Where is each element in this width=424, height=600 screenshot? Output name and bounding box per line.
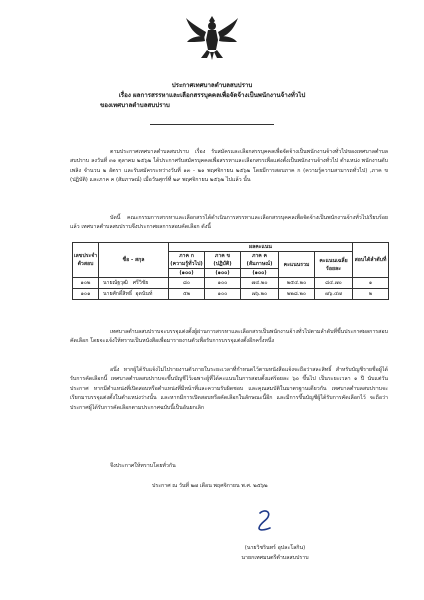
cell-part-b: ๑๐๐ bbox=[205, 289, 241, 300]
header-total: คะแนนรวม bbox=[279, 252, 315, 278]
cell-name: นายศักดิ์สิทธิ์ อุดนันท์ bbox=[99, 289, 169, 300]
cell-exam-id: ๑๐๒ bbox=[73, 278, 99, 289]
header-part-a: ภาค ก (ความรู้ทั่วไป) bbox=[170, 253, 203, 267]
garuda-emblem-icon bbox=[184, 12, 240, 62]
signer-name: (นายวิชรินทร์ อุปละโลกิน) bbox=[244, 545, 306, 551]
paragraph-announce: จึงประกาศให้ทราบโดยทั่วกัน bbox=[110, 463, 176, 469]
header-part-b: ภาค ข (ปฏิบัติ) bbox=[205, 252, 241, 269]
cell-rank: ๒ bbox=[353, 289, 389, 300]
max-part-a: (๑๐๐) bbox=[169, 269, 205, 278]
cell-average: ๗๖.๔๗ bbox=[315, 289, 353, 300]
header-average: คะแนนเฉลี่ยร้อยละ bbox=[315, 252, 353, 278]
signature-block bbox=[200, 508, 350, 588]
cell-total: ๒๒๘.๒๐ bbox=[279, 289, 315, 300]
document-subject bbox=[0, 92, 424, 100]
results-table bbox=[72, 242, 389, 300]
max-part-c: (๑๐๐) bbox=[241, 269, 279, 278]
paragraph-result: บัดนี้ คณะกรรมการสรรหาและเลือกสรรได้ดำเนินการสรรหาและเลือกสรรบุคคลเพื่อจัดจ้างเป็นพนักงานจ้างทั่วไปเรียบร้อยแล้ว เทศบาลตำบลสบปราบจึงประกาศผลการสอบคัดเลือก ดังนี้ bbox=[70, 215, 388, 231]
cell-average: ๘๔.๗๐ bbox=[315, 278, 353, 289]
table-row bbox=[73, 289, 389, 300]
header-score: ผลคะแนน bbox=[169, 243, 353, 252]
subject-label: เรื่อง bbox=[118, 92, 131, 99]
header-rank: สอบได้ลำดับที่ bbox=[353, 243, 389, 278]
subject-text: ผลการสรรหาและเลือกสรรบุคคลเพื่อจัดจ้างเป็นพนักงานจ้างทั่วไป bbox=[133, 92, 306, 99]
cell-exam-id: ๑๐๑ bbox=[73, 289, 99, 300]
document-title: ประกาศเทศบาลตำบลสบปราบ bbox=[171, 82, 253, 89]
header-name: ชื่อ - สกุล bbox=[99, 243, 169, 278]
cell-part-a: ๘๐ bbox=[169, 278, 205, 289]
cell-part-a: ๕๒ bbox=[169, 289, 205, 300]
cell-rank: ๑ bbox=[353, 278, 389, 289]
paragraph-notice: อนึ่ง หากผู้ได้รับแจ้งไม่ไปรายงานตัวภายในระยะเวลาที่กำหนดไว้ตามหนังสือแจ้งจะถือว่าสละสิทธิ์ สำหรับบัญชีรายชื่อผู้ได้รับการคัดเลือกนี้ เทศบาลตำบลสบปราบจะขึ้นบัญชีไว้เฉพาะผู้ที่ได้คะแนนในการสอบตั้งแต่ร้อยละ ๖๐ ขึ้นไป เป็นระยะเวลา ๑ ปี นับแต่วันประกาศ หากมีตำแหน่งที่เปิดสอบหรือตำแหน่งที่มีหน้าที่และความรับผิดชอบ และคุณสมบัติในมาตรฐานเดียวกัน เทศบาลตำบลสบปราบจะเรียกมาบรรจุแต่งตั้งในตำแหน่งว่างนั้น และหากมีการเปิดสอบหรือคัดเลือกในลักษณะนี้อีก และมีการขึ้นบัญชีผู้ได้รับการคัดเลือกไว้ จะถือว่าประกาศผู้ได้รับการคัดเลือกตามประกาศฉบับนี้เป็นอันยกเลิก bbox=[70, 367, 388, 411]
paragraph-appointment: เทศบาลตำบลสบปราบจะบรรจุแต่งตั้งผู้ผ่านการสรรหาและเลือกสรรเป็นพนักงานจ้างทั่วไปตามลำดับที่ขึ้นประกาศผลการสอบคัดเลือก โดยจะแจ้งให้ทราบเป็นหนังสือเพื่อมารายงานตัวเพื่อรับการบรรจุแต่งตั้งอีกครั้งหนึ่ง bbox=[70, 329, 388, 345]
cell-total: ๒๕๔.๒๐ bbox=[279, 278, 315, 289]
subject-line-2: ของเทศบาลตำบลสบปราบ bbox=[100, 102, 170, 109]
title-divider bbox=[150, 124, 274, 125]
cell-part-c: ๗๖.๒๐ bbox=[241, 289, 279, 300]
header-part-c: ภาค ค (สัมภาษณ์) bbox=[241, 252, 279, 269]
cell-name: นายณัฐวุฒิ ศรีวิชัย bbox=[99, 278, 169, 289]
max-part-b: (๑๐๐) bbox=[205, 269, 241, 278]
cell-part-c: ๗๔.๒๐ bbox=[241, 278, 279, 289]
announcement-date: ประกาศ ณ วันที่ ๒๗ เดือน พฤศจิกายน พ.ศ. ๒๕๖๒ bbox=[152, 483, 268, 489]
table-header-row bbox=[73, 243, 389, 252]
signer-position: นายกเทศมนตรีตำบลสบปราบ bbox=[241, 555, 309, 561]
handwritten-signature bbox=[254, 508, 276, 534]
table-row bbox=[73, 278, 389, 289]
header-exam-id: เลขประจำตัวสอบ bbox=[73, 243, 99, 278]
paragraph-intro: ตามประกาศเทศบาลตำบลสบปราบ เรื่อง รับสมัครและเลือกสรรบุคคลเพื่อจัดจ้างเป็นพนักงานจ้างทั่วไปของเทศบาลตำบลสบปราบ ลงวันที่ ๓๑ ตุลาคม ๒๕๖๒ ได้ประกาศรับสมัครบุคคลเพื่อสรรหาและเลือกสรรเพื่อแต่งตั้งเป็นพนักงานจ้างทั่วไป ตำแหน่ง พนักงานดับเพลิง จำนวน ๒ อัตรา และรับสมัครระหว่างวันที่ ๑๓ - ๒๑ พฤศจิกายน ๒๕๖๒ โดยมีการสอบภาค ก (ความรู้ความสามารถทั่วไป) ,ภาค ข (ปฏิบัติ) และภาค ค (สัมภาษณ์) เมื่อวันศุกร์ที่ ๒๙ พฤศจิกายน ๒๕๖๒ ไปแล้ว นั้น bbox=[70, 149, 388, 184]
cell-part-b: ๑๐๐ bbox=[205, 278, 241, 289]
